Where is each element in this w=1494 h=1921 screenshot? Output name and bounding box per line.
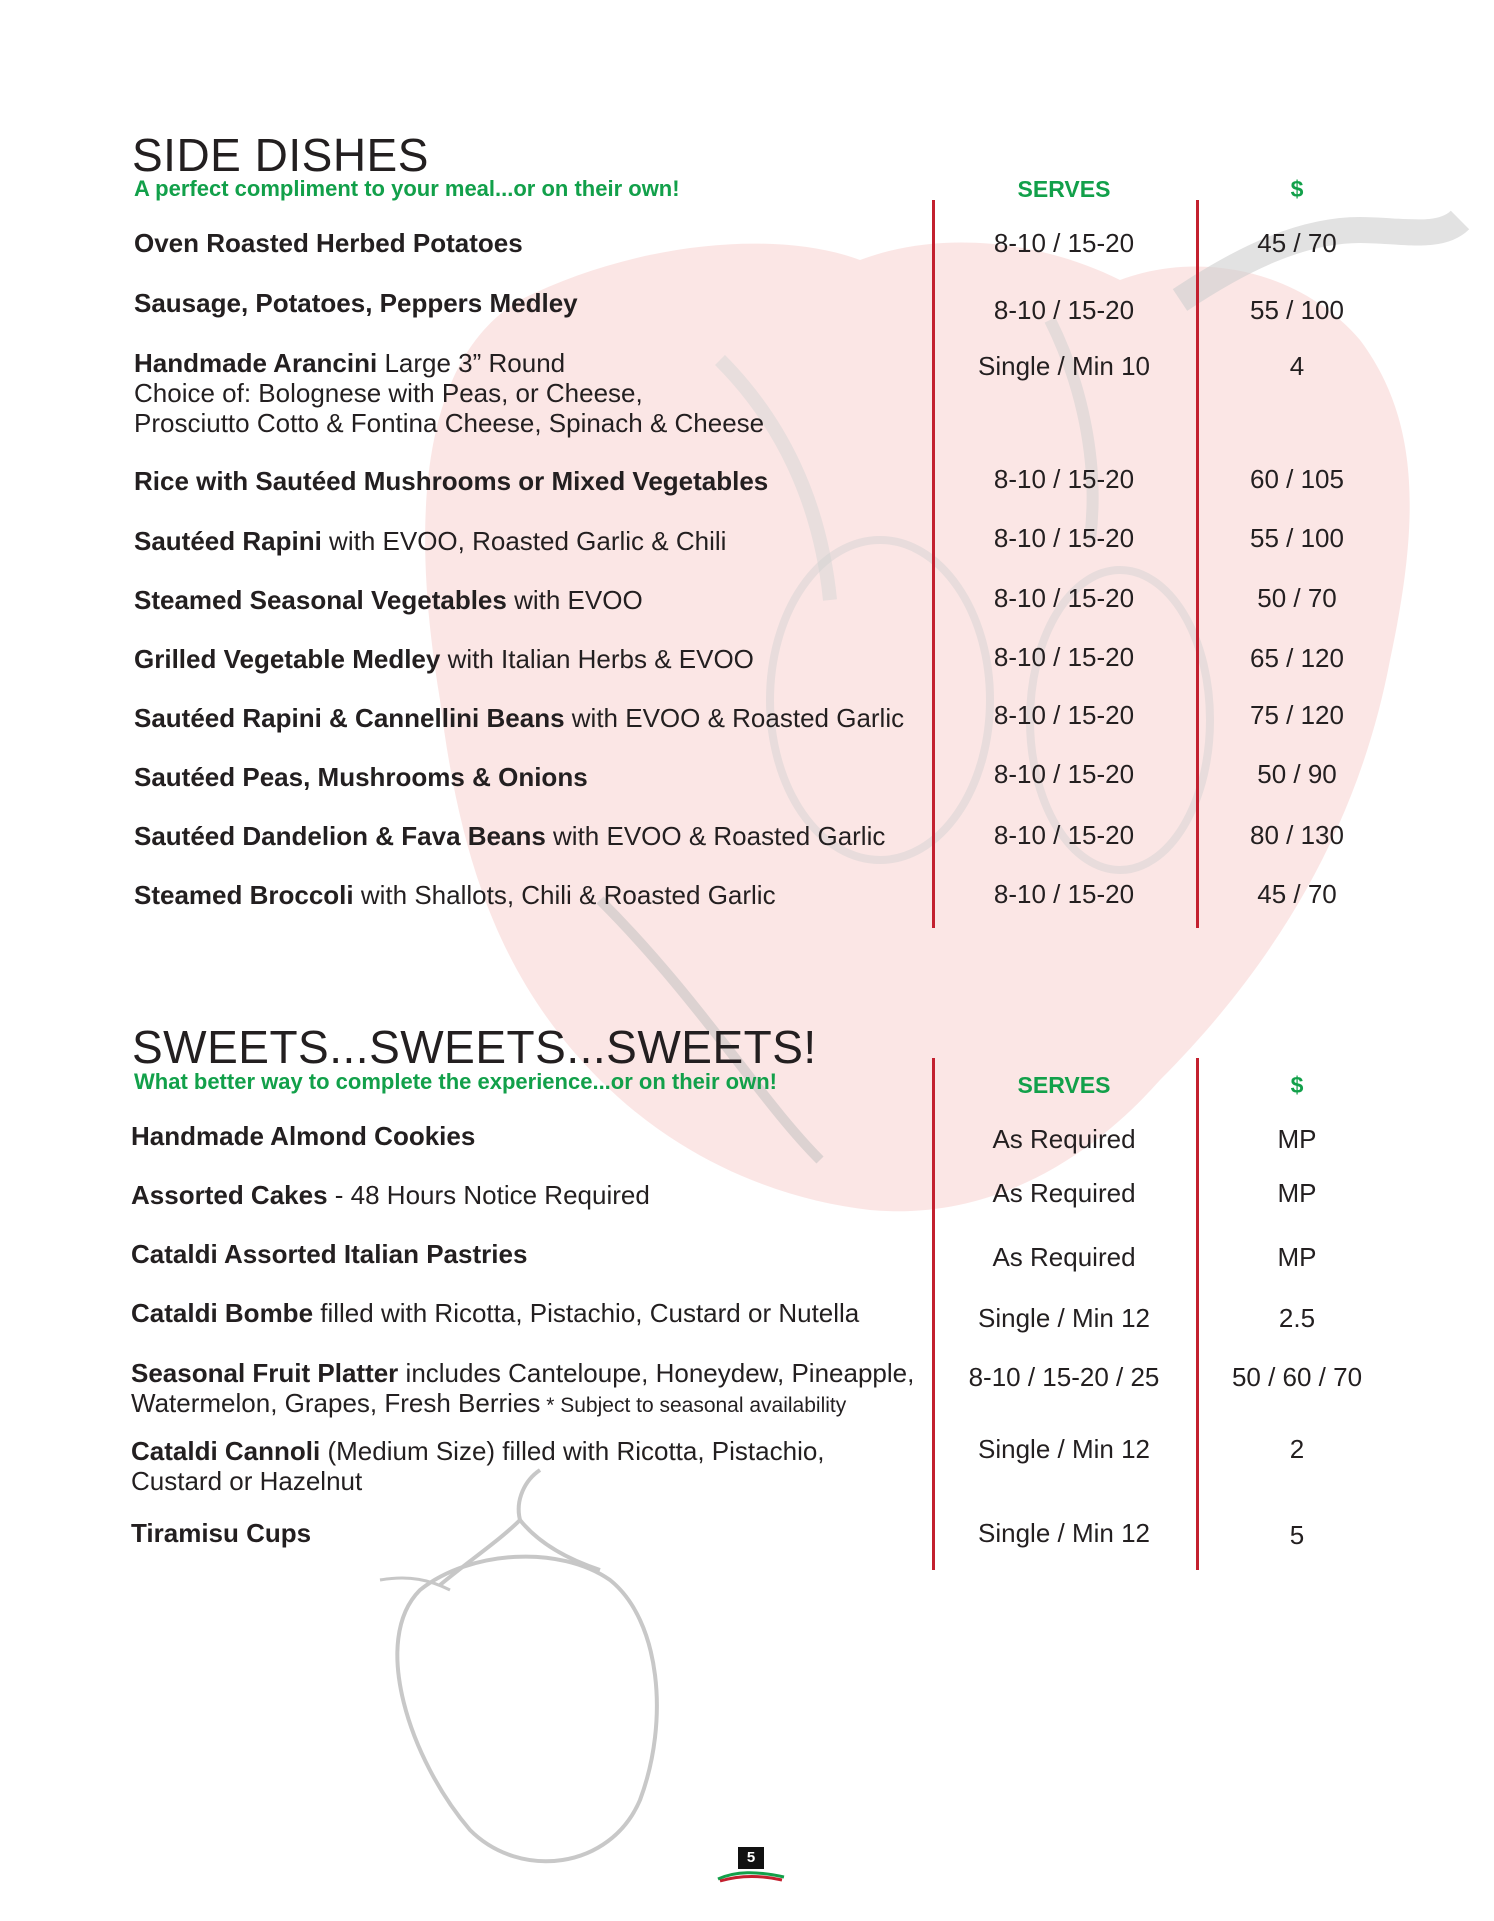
side-item-name: Steamed Broccoli with Shallots, Chili & Roasted Garlic bbox=[134, 880, 776, 910]
sweets-item-serves: Single / Min 12 bbox=[978, 1434, 1150, 1464]
sweets-serves-header: SERVES bbox=[1017, 1072, 1111, 1098]
sweets-item-price: 50 / 60 / 70 bbox=[1231, 1362, 1363, 1392]
side-item-price: 50 / 90 bbox=[1257, 759, 1337, 789]
sweets-item-price: MP bbox=[1277, 1124, 1317, 1154]
side-item-serves: 8-10 / 15-20 bbox=[993, 295, 1135, 325]
flag-swoosh-icon bbox=[716, 1869, 786, 1883]
sweets-item-serves: Single / Min 12 bbox=[978, 1303, 1150, 1333]
sweets-price-header: $ bbox=[1290, 1072, 1304, 1098]
side-item-serves: 8-10 / 15-20 bbox=[993, 228, 1135, 258]
side-item-price: 55 / 100 bbox=[1250, 295, 1344, 325]
side-item-name: Sausage, Potatoes, Peppers Medley bbox=[134, 288, 578, 318]
side-item-serves: 8-10 / 15-20 bbox=[993, 523, 1135, 553]
side-item-price: 55 / 100 bbox=[1250, 523, 1344, 553]
side-item-serves: 8-10 / 15-20 bbox=[993, 879, 1135, 909]
side-item-serves: 8-10 / 15-20 bbox=[993, 464, 1135, 494]
sweets-title: SWEETS...SWEETS...SWEETS! bbox=[132, 1021, 817, 1073]
sweets-price-divider bbox=[1196, 1058, 1199, 1570]
side-item-price: 65 / 120 bbox=[1250, 643, 1344, 673]
sweets-item-price: 5 bbox=[1289, 1520, 1305, 1550]
side-item-price: 45 / 70 bbox=[1257, 879, 1337, 909]
sweets-item-price: MP bbox=[1277, 1178, 1317, 1208]
side-item-serves: Single / Min 10 bbox=[978, 351, 1150, 381]
side-item-price: 4 bbox=[1289, 351, 1305, 381]
sweets-item-serves: As Required bbox=[992, 1124, 1136, 1154]
side-item-price: 45 / 70 bbox=[1257, 228, 1337, 258]
side-item-serves: 8-10 / 15-20 bbox=[993, 820, 1135, 850]
sweets-item-serves: As Required bbox=[992, 1242, 1136, 1272]
side-item-serves: 8-10 / 15-20 bbox=[993, 583, 1135, 613]
side-item-name: Handmade Arancini Large 3” Round Choice of: Bolognese with Peas, or Cheese, Prosciutto Cotto & Fontina Cheese, Spinach & Cheese bbox=[134, 348, 765, 438]
sweets-subtitle: What better way to complete the experience...or on their own! bbox=[134, 1069, 777, 1094]
side-item-price: 50 / 70 bbox=[1257, 583, 1337, 613]
page-number: 5 bbox=[738, 1847, 764, 1869]
sweets-item-name: Cataldi Assorted Italian Pastries bbox=[131, 1239, 528, 1269]
sweets-item-name: Assorted Cakes - 48 Hours Notice Required bbox=[131, 1180, 650, 1210]
side-item-name: Rice with Sautéed Mushrooms or Mixed Vegetables bbox=[134, 466, 769, 496]
side-item-name: Oven Roasted Herbed Potatoes bbox=[134, 228, 523, 258]
sweets-item-name: Seasonal Fruit Platter includes Canteloupe, Honeydew, Pineapple, Watermelon, Grapes, Fresh Berries * Subject to seasonal availability bbox=[131, 1358, 915, 1418]
sweets-item-name: Handmade Almond Cookies bbox=[131, 1121, 476, 1151]
side-item-name: Steamed Seasonal Vegetables with EVOO bbox=[134, 585, 643, 615]
sweets-item-price: MP bbox=[1277, 1242, 1317, 1272]
side-item-name: Grilled Vegetable Medley with Italian Herbs & EVOO bbox=[134, 644, 754, 674]
side-item-serves: 8-10 / 15-20 bbox=[993, 642, 1135, 672]
side-serves-divider bbox=[932, 200, 935, 928]
sweets-item-serves: Single / Min 12 bbox=[978, 1518, 1150, 1548]
side-item-price: 80 / 130 bbox=[1250, 820, 1344, 850]
sweets-item-price: 2 bbox=[1289, 1434, 1305, 1464]
side-price-divider bbox=[1196, 200, 1199, 928]
side-item-price: 75 / 120 bbox=[1250, 700, 1344, 730]
sweets-item-name: Cataldi Cannoli (Medium Size) filled with Ricotta, Pistachio, Custard or Hazelnut bbox=[131, 1436, 825, 1496]
side-item-serves: 8-10 / 15-20 bbox=[993, 700, 1135, 730]
sweets-serves-divider bbox=[932, 1058, 935, 1570]
side-item-name: Sautéed Rapini with EVOO, Roasted Garlic & Chili bbox=[134, 526, 727, 556]
side-item-name: Sautéed Rapini & Cannellini Beans with EVOO & Roasted Garlic bbox=[134, 703, 905, 733]
side-price-header: $ bbox=[1290, 176, 1304, 202]
sweets-item-serves: 8-10 / 15-20 / 25 bbox=[968, 1362, 1160, 1392]
sweets-item-serves: As Required bbox=[992, 1178, 1136, 1208]
side-item-name: Sautéed Dandelion & Fava Beans with EVOO & Roasted Garlic bbox=[134, 821, 886, 851]
side-serves-header: SERVES bbox=[1017, 176, 1111, 202]
sweets-item-name: Tiramisu Cups bbox=[131, 1518, 312, 1548]
side-dishes-title: SIDE DISHES bbox=[132, 129, 429, 181]
sweets-item-name: Cataldi Bombe filled with Ricotta, Pistachio, Custard or Nutella bbox=[131, 1298, 860, 1328]
side-item-serves: 8-10 / 15-20 bbox=[993, 759, 1135, 789]
side-dishes-subtitle: A perfect compliment to your meal...or on their own! bbox=[134, 176, 680, 201]
sweets-item-price: 2.5 bbox=[1278, 1303, 1316, 1333]
side-item-name: Sautéed Peas, Mushrooms & Onions bbox=[134, 762, 588, 792]
side-item-price: 60 / 105 bbox=[1250, 464, 1344, 494]
